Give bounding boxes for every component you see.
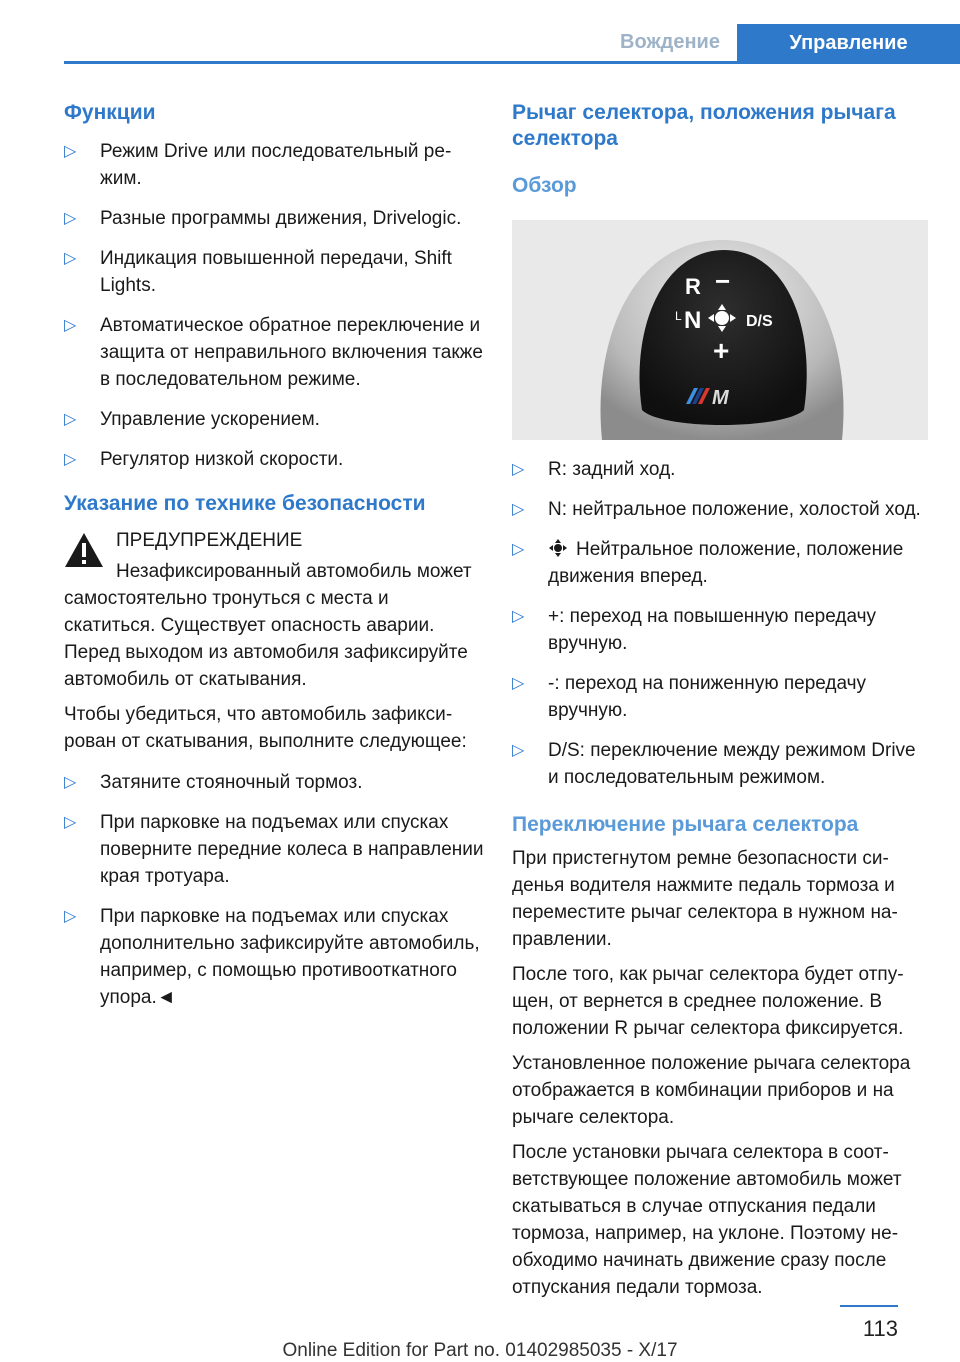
triangle-bullet-icon: ▷ <box>512 742 525 759</box>
list-item: ▷ Нейтральное положение, положение движения вперед. <box>512 536 930 590</box>
warning-triangle-icon <box>64 532 104 568</box>
list-item: ▷ R: задний ход. <box>512 456 930 483</box>
triangle-bullet-icon: ▷ <box>64 143 77 160</box>
triangle-bullet-icon: ▷ <box>512 501 525 518</box>
selector-heading: Рычаг селектора, положения рычага селектора <box>512 101 896 150</box>
triangle-bullet-icon: ▷ <box>512 461 525 478</box>
svg-text:M: M <box>712 387 729 409</box>
list-item: ▷ При парковке на подъемах или спусках дополнительно зафиксируйте автомобиль, например, с помощью противооткатного упора.◄ <box>64 903 484 1011</box>
tab-controls[interactable]: Управление <box>737 24 960 64</box>
left-column <box>64 100 484 1024</box>
overview-heading: Обзор <box>512 174 577 197</box>
knob-label-r: R <box>685 274 701 299</box>
edition-footer: Online Edition for Part no. 01402985035 - X/17 <box>282 1340 678 1361</box>
list-item: ▷ Управление ускорением. <box>64 406 484 433</box>
functions-heading: Функции <box>64 101 156 124</box>
triangle-bullet-icon: ▷ <box>64 210 77 227</box>
triangle-bullet-icon: ▷ <box>64 774 77 791</box>
list-item: ▷ Автоматическое обратное переключение и защита от неправильного включения также в последовательном режиме. <box>64 312 484 393</box>
safety-heading: Указание по технике безопасности <box>64 492 426 515</box>
check-list <box>64 769 484 1011</box>
knob-label-ds: D/S <box>746 313 773 330</box>
list-item: ▷ +: переход на повышенную передачу вручную. <box>512 603 930 657</box>
positions-list <box>512 456 930 791</box>
triangle-bullet-icon: ▷ <box>64 250 77 267</box>
list-item: ▷ -: переход на пониженную передачу вручную. <box>512 670 930 724</box>
knob-label-plus: + <box>713 335 730 366</box>
warning-title: ПРЕДУПРЕЖДЕНИЕ <box>116 530 303 551</box>
list-item: ▷ Затяните стояночный тормоз. <box>64 769 484 796</box>
triangle-bullet-icon: ▷ <box>64 908 77 925</box>
knob-label-minus: − <box>715 266 731 296</box>
triangle-bullet-icon: ▷ <box>64 411 77 428</box>
tab-driving[interactable]: Вождение <box>620 31 720 53</box>
triangle-bullet-icon: ▷ <box>512 608 525 625</box>
triangle-bullet-icon: ▷ <box>512 675 525 692</box>
warning-text: Незафиксированный автомобиль может самостоятельно тронуться с места и скатиться. Существует опасность аварии. Перед выходом из автомобиля зафиксируйте автомобиль от скатывания. <box>64 561 472 690</box>
drive-position-icon <box>548 538 568 558</box>
knob-label-n: N <box>684 307 702 334</box>
selector-lever-image <box>512 220 928 440</box>
header-divider <box>64 61 960 64</box>
right-column <box>512 100 930 1309</box>
triangle-bullet-icon: ▷ <box>64 814 77 831</box>
list-item: ▷ Разные программы движения, Drivelogic. <box>64 205 484 232</box>
shift-paragraph: Установленное положение рычага селектора отображается в комбинации приборов и на рычаге селектора. <box>512 1053 911 1128</box>
list-item: ▷ Регулятор низкой скорости. <box>64 446 484 473</box>
warning-block <box>64 527 484 554</box>
functions-list <box>64 138 484 473</box>
gear-knob-illustration <box>512 220 928 440</box>
shift-paragraph: После установки рычага селектора в соответствующее положение автомобиль может скатываться в случае отпускания педали тормоза, например, на уклоне. Поэтому необходимо начинать движение сразу после отпускания педали тормоза. <box>512 1142 902 1298</box>
shift-heading: Переключение рычага селектора <box>512 813 859 836</box>
list-item: ▷ Индикация повышенной передачи, Shift Lights. <box>64 245 484 299</box>
page-number: 113 <box>862 1316 898 1341</box>
triangle-bullet-icon: ▷ <box>64 451 77 468</box>
triangle-bullet-icon: ▷ <box>64 317 77 334</box>
list-item: ▷ D/S: переключение между режимом Drive и последовательным режимом. <box>512 737 930 791</box>
shift-paragraph: После того, как рычаг селектора будет отпущен, от вернется в среднее положение. В положении R рычаг селектора фиксируется. <box>512 964 904 1039</box>
check-paragraph: Чтобы убедиться, что автомобиль зафиксирован от скатывания, выполните следующее: <box>64 704 467 752</box>
list-item: ▷ Режим Drive или последовательный режим. <box>64 138 484 192</box>
page-number-rule <box>840 1305 898 1307</box>
knob-label-l: L <box>675 309 682 323</box>
list-item: ▷ N: нейтральное положение, холостой ход. <box>512 496 930 523</box>
list-item: ▷ При парковке на подъемах или спусках поверните передние колеса в направлении края тротуара. <box>64 809 484 890</box>
shift-paragraph: При пристегнутом ремне безопасности сиденья водителя нажмите педаль тормоза и переместите рычаг селектора в нужном направлении. <box>512 848 898 950</box>
triangle-bullet-icon: ▷ <box>512 541 525 558</box>
